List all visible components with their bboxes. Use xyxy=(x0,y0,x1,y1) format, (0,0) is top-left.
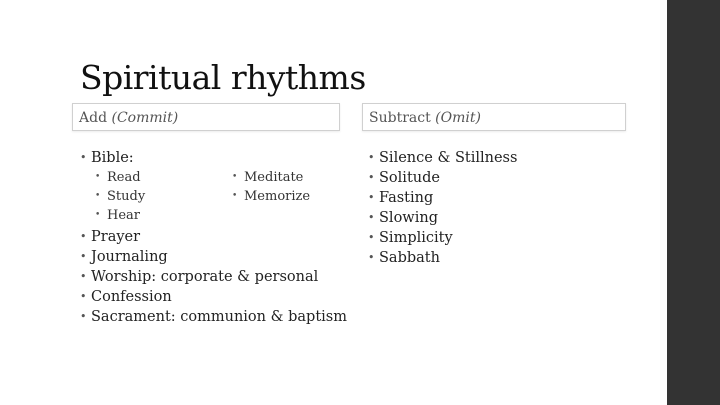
add-header-emphasis: (Commit) xyxy=(111,110,179,126)
list-item xyxy=(368,228,517,248)
list-item-label: Fasting xyxy=(379,190,434,206)
bullet-icon: • xyxy=(368,251,375,264)
subtract-header-emphasis: (Omit) xyxy=(435,110,481,126)
sub-item-label: Study xyxy=(107,189,146,204)
list-item xyxy=(80,287,347,307)
list-item-label: Silence & Stillness xyxy=(379,150,518,166)
list-item-label: Solitude xyxy=(379,170,440,186)
sub-item-hear xyxy=(95,206,140,225)
list-item-label: Sabbath xyxy=(379,250,440,266)
add-header-label: Add xyxy=(79,110,108,126)
slide-title: Spiritual rhythms xyxy=(80,58,366,97)
sub-item-label: Memorize xyxy=(244,189,311,204)
bullet-icon: • xyxy=(95,191,101,201)
sub-item-label: Meditate xyxy=(244,170,304,185)
subtract-list xyxy=(368,148,517,268)
bullet-icon: • xyxy=(95,172,101,182)
bullet-icon: • xyxy=(368,171,375,184)
bullet-icon: • xyxy=(368,191,375,204)
add-list xyxy=(80,148,347,327)
sub-item-read xyxy=(95,168,141,187)
side-accent-bar xyxy=(667,0,720,405)
list-item-label: Simplicity xyxy=(379,230,453,246)
bullet-icon: • xyxy=(232,191,238,201)
bullet-icon: • xyxy=(95,210,101,220)
list-item xyxy=(368,168,517,188)
list-item-label: Sacrament: communion & baptism xyxy=(91,309,347,325)
list-item-label: Confession xyxy=(91,289,172,305)
bullet-icon: • xyxy=(80,250,87,263)
subtract-column-header xyxy=(362,103,626,131)
list-item xyxy=(368,188,517,208)
sub-item-label: Hear xyxy=(107,208,140,223)
list-item-label: Journaling xyxy=(91,249,168,265)
list-item xyxy=(368,208,517,228)
list-item xyxy=(80,227,347,247)
bullet-icon: • xyxy=(368,231,375,244)
list-item xyxy=(368,248,517,268)
list-item-label: Bible: xyxy=(91,150,134,166)
list-item-label: Slowing xyxy=(379,210,438,226)
sub-item-meditate xyxy=(232,168,303,187)
list-item-label: Prayer xyxy=(91,229,141,245)
bullet-icon: • xyxy=(80,290,87,303)
subtract-header-label: Subtract xyxy=(369,110,431,126)
bullet-icon: • xyxy=(80,310,87,323)
bullet-icon: • xyxy=(232,172,238,182)
list-item-bible xyxy=(80,148,347,168)
list-item xyxy=(80,267,347,287)
bullet-icon: • xyxy=(80,270,87,283)
sub-item-study xyxy=(95,187,145,206)
bullet-icon: • xyxy=(80,230,87,243)
bible-sublist xyxy=(95,168,347,227)
bullet-icon: • xyxy=(80,151,87,164)
add-column-header xyxy=(72,103,340,131)
bullet-icon: • xyxy=(368,151,375,164)
list-item-label: Worship: corporate & personal xyxy=(91,269,319,285)
bullet-icon: • xyxy=(368,211,375,224)
sub-item-memorize xyxy=(232,187,310,206)
list-item xyxy=(80,307,347,327)
list-item xyxy=(368,148,517,168)
list-item xyxy=(80,247,347,267)
sub-item-label: Read xyxy=(107,170,141,185)
